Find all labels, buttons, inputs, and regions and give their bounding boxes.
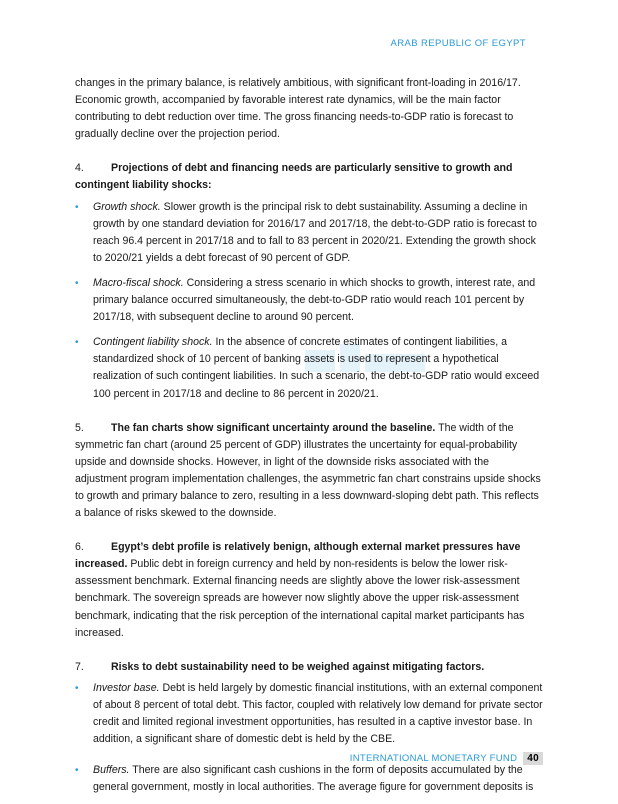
bullet-icon: • (75, 337, 79, 349)
section-7-bullets (75, 680, 543, 797)
bullet-lead: Buffers. (93, 764, 130, 777)
footer-org: INTERNATIONAL MONETARY FUND (349, 753, 518, 764)
section-heading-text: Risks to debt sustainability need to be weighed against mitigating factors. (111, 660, 485, 673)
list-item (75, 199, 543, 267)
section-4-heading (75, 160, 543, 194)
section-7-heading (75, 659, 543, 676)
running-footer (350, 752, 543, 765)
section-number: 5. (75, 421, 84, 434)
bullet-lead: Investor base. (93, 681, 160, 694)
bullet-text: Slower growth is the principal risk to debt sustainability. Assuming a decline in growth by one standard deviation for 2016/17 and 2017/18, the debt-to-GDP ratio is forecast to reach 96.4 percent in 2017/18 and to fall to 83 percent in 2020/21. Extending the growth shock to 2020/21 yields a debt forecast of 90 percent of GDP. (93, 200, 537, 264)
section-number: 4. (75, 162, 84, 175)
section-6-paragraph (75, 539, 543, 642)
section-body-text: Public debt in foreign currency and held by non-residents is below the lower risk-assessment benchmark. External financing needs are slightly above the lower risk-assessment benchmark. The sovereign spreads are however now slightly above the upper risk-assessment benchmark, indicating that the risk perception of the international capital market participants has increased. (75, 558, 525, 639)
bullet-text: Debt is held largely by domestic financial institutions, with an external component of about 8 percent of total debt. This factor, coupled with relatively low demand for private sector credit and limited regional investment opportunities, has resulted in a captive investor base. In addition, a significant share of domestic debt is held by the CBE. (93, 681, 543, 746)
bullet-icon: • (75, 277, 79, 289)
list-item (75, 275, 543, 326)
section-heading-text: Projections of debt and financing needs are particularly sensitive to growth and contingent liability shocks: (75, 162, 513, 192)
section-heading-text: The fan charts show significant uncertainty around the baseline. (111, 421, 436, 434)
list-item (75, 680, 543, 748)
bullet-text: In the absence of concrete estimates of contingent liabilities, a standardized shock of 10 percent of banking assets is used to represent a hypothetical realization of such contingent liabilities. In such a scenario, the debt-to-GDP ratio would exceed 100 percent in 2017/18 and decline to 86 percent in 2020/21. (93, 336, 540, 400)
bullet-lead: Growth shock. (93, 200, 161, 213)
bullet-text: There are also significant cash cushions in the form of deposits accumulated by the general government, mostly in local authorities. The average figure for government deposits is (93, 764, 534, 794)
bullet-text: Considering a stress scenario in which shocks to growth, interest rate, and primary balance occurred simultaneously, the debt-to-GDP ratio would reach 101 percent by 2017/18, with subsequent decline to around 90 percent. (93, 276, 536, 324)
section-number: 7. (75, 660, 84, 673)
bullet-icon: • (75, 201, 79, 213)
bullet-lead: Macro-fiscal shock. (93, 276, 184, 289)
page-body (75, 75, 543, 804)
running-header: ARAB REPUBLIC OF EGYPT (390, 38, 526, 49)
section-heading-text: Egypt’s debt profile is relatively benign, although external market pressures have increased. (75, 541, 521, 571)
bullet-icon: • (75, 765, 79, 777)
bullet-icon: • (75, 682, 79, 694)
section-body-text: The width of the symmetric fan chart (around 25 percent of GDP) illustrates the uncertainty for equal-probability upside and downside shocks. However, in light of the downside risks associated with the adjustment program implementation challenges, the asymmetric fan chart constrains upside shocks to growth and primary balance to zero, resulting in a less downward-sloping debt path. This reflects a balance of risks skewed to the downside. (75, 421, 541, 520)
section-number: 6. (75, 541, 84, 554)
section-4-bullets (75, 199, 543, 403)
bullet-lead: Contingent liability shock. (93, 336, 213, 349)
section-5-paragraph (75, 420, 543, 523)
page-number: 40 (523, 752, 543, 765)
intro-paragraph: changes in the primary balance, is relatively ambitious, with significant front-loading in 2016/17. Economic growth, accompanied by favorable interest rate dynamics, will be the main factor contributing to debt reduction over time. The gross financing needs-to-GDP ratio is forecast to gradually decline over the projection period. (75, 77, 521, 141)
list-item (75, 762, 543, 796)
list-item (75, 334, 543, 402)
